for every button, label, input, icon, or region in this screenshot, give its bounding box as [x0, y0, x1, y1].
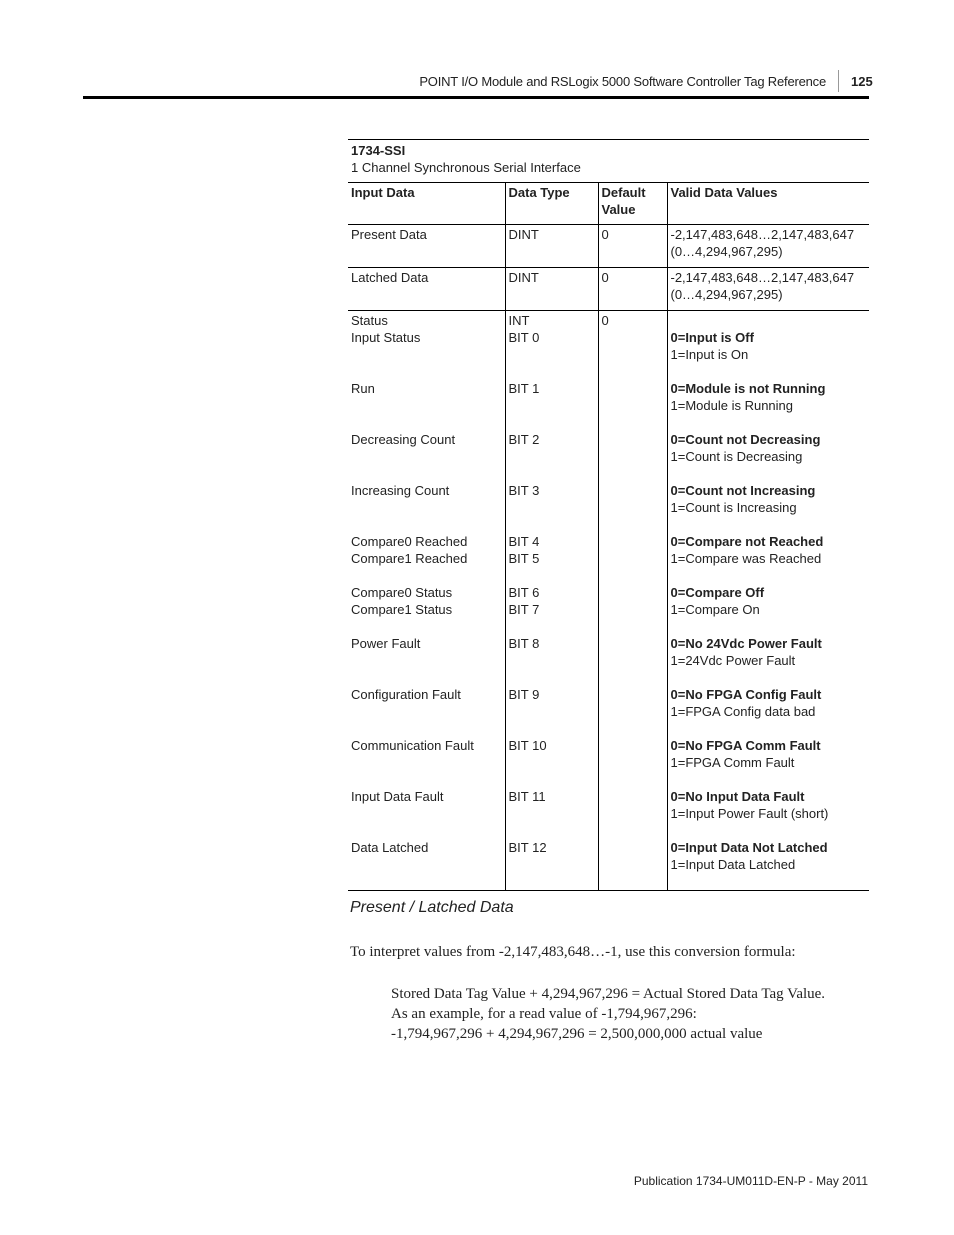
bit-type: BIT 0	[508, 330, 540, 345]
valid-values-cell	[667, 225, 869, 268]
valid-values-cell	[667, 311, 869, 891]
spacer	[509, 856, 595, 873]
bit-on-value: 1=FPGA Config data bad	[670, 704, 816, 719]
spacer	[509, 720, 595, 737]
spacer	[671, 720, 867, 737]
bit-off-value: 0=No 24Vdc Power Fault	[670, 636, 822, 651]
spacer	[671, 822, 867, 839]
default-value-cell	[598, 311, 667, 891]
spacer	[671, 516, 867, 533]
bit-name: Data Latched	[351, 840, 429, 855]
bit-name: Power Fault	[351, 636, 421, 651]
spacer	[509, 397, 595, 414]
data-type-cell: DINT	[505, 225, 598, 268]
section-title: Present / Latched Data	[350, 899, 514, 916]
bit-off-value: 0=Input Data Not Latched	[670, 840, 828, 855]
bit-on-value: 1=24Vdc Power Fault	[670, 653, 796, 668]
spacer	[509, 516, 595, 533]
column-header-default-value-text: Default Value	[601, 185, 646, 217]
status-default: 0	[601, 313, 609, 328]
bit-off-value: 0=No FPGA Comm Fault	[670, 738, 821, 753]
formula-line: As an example, for a read value of -1,794,967,296:	[391, 1006, 697, 1022]
spacer	[509, 669, 595, 686]
spacer	[509, 703, 595, 720]
bit-type: BIT 4	[508, 534, 540, 549]
spacer	[671, 669, 867, 686]
spacer	[509, 873, 595, 890]
input-data-cell	[348, 311, 505, 891]
bit-type: BIT 5	[508, 551, 540, 566]
bit-name: Configuration Fault	[351, 687, 461, 702]
valid-value-line: -2,147,483,648…2,147,483,647	[670, 270, 855, 285]
spacer	[351, 873, 502, 890]
bit-type: BIT 7	[508, 602, 540, 617]
bit-off-value: 0=No Input Data Fault	[670, 789, 805, 804]
spacer	[671, 465, 867, 482]
default-value-cell: 0	[598, 268, 667, 311]
spacer	[351, 754, 502, 771]
formula-line: -1,794,967,296 + 4,294,967,296 = 2,500,000,000 actual value	[391, 1026, 763, 1042]
bit-name: Input Status	[351, 330, 421, 345]
spacer	[671, 873, 867, 890]
spacer	[509, 465, 595, 482]
publication-footer: Publication 1734-UM011D-EN-P - May 2011	[633, 1174, 868, 1188]
bit-type: BIT 2	[508, 432, 540, 447]
spacer	[671, 771, 867, 788]
bit-name: Input Data Fault	[351, 789, 444, 804]
spacer	[351, 363, 502, 380]
spacer	[351, 448, 502, 465]
table-header-row	[348, 183, 869, 225]
spacer	[671, 567, 867, 584]
table-caption-description: 1 Channel Synchronous Serial Interface	[351, 160, 581, 175]
bit-on-value: 1=Compare was Reached	[670, 551, 822, 566]
bit-name: Compare0 Status	[351, 585, 453, 600]
bit-type: BIT 12	[508, 840, 547, 855]
bit-type: BIT 8	[508, 636, 540, 651]
spacer	[351, 618, 502, 635]
input-data-cell: Latched Data	[348, 268, 505, 311]
data-type-cell	[505, 311, 598, 891]
formula-line: Stored Data Tag Value + 4,294,967,296 = Actual Stored Data Tag Value.	[391, 986, 826, 1002]
spacer	[509, 822, 595, 839]
table-row	[348, 225, 869, 268]
spacer	[351, 822, 502, 839]
bit-type: BIT 10	[508, 738, 547, 753]
bit-on-value: 1=Input Power Fault (short)	[670, 806, 829, 821]
column-header-input-data: Input Data	[348, 183, 505, 225]
spacer	[351, 346, 502, 363]
spacer	[509, 363, 595, 380]
bit-on-value: 1=Count is Increasing	[670, 500, 797, 515]
table-caption	[348, 139, 869, 182]
spacer	[351, 669, 502, 686]
bit-on-value: 1=Module is Running	[670, 398, 793, 413]
bit-off-value: 0=Input is Off	[670, 330, 754, 345]
bit-off-value: 0=Count not Decreasing	[670, 432, 821, 447]
valid-value-line: (0…4,294,967,295)	[670, 244, 783, 259]
spacer	[351, 805, 502, 822]
spacer	[509, 754, 595, 771]
bit-name: Compare0 Reached	[351, 534, 468, 549]
bit-off-value: 0=Compare not Reached	[670, 534, 824, 549]
bit-name: Compare1 Status	[351, 602, 453, 617]
status-type: INT	[508, 313, 530, 328]
spacer	[509, 567, 595, 584]
spacer	[509, 805, 595, 822]
intro-paragraph: To interpret values from -2,147,483,648…-1, use this conversion formula:	[350, 944, 796, 960]
valid-value-line: (0…4,294,967,295)	[670, 287, 783, 302]
input-data-cell: Present Data	[348, 225, 505, 268]
tag-table	[348, 139, 869, 891]
spacer	[671, 618, 867, 635]
bit-off-value: 0=Compare Off	[670, 585, 765, 600]
default-value-cell: 0	[598, 225, 667, 268]
bit-type: BIT 6	[508, 585, 540, 600]
spacer	[509, 618, 595, 635]
bit-type: BIT 11	[508, 789, 546, 804]
spacer	[351, 652, 502, 669]
bit-name: Run	[351, 381, 375, 396]
bit-on-value: 1=Input is On	[670, 347, 749, 362]
spacer	[671, 414, 867, 431]
bit-off-value: 0=Module is not Running	[670, 381, 826, 396]
bit-on-value: 1=Compare On	[670, 602, 760, 617]
valid-value-line: -2,147,483,648…2,147,483,647	[670, 227, 855, 242]
bit-name: Compare1 Reached	[351, 551, 468, 566]
bit-type: BIT 1	[508, 381, 540, 396]
spacer	[351, 567, 502, 584]
formula-block	[391, 984, 825, 1044]
spacer	[351, 499, 502, 516]
column-header-valid-data-values: Valid Data Values	[667, 183, 869, 225]
spacer	[351, 414, 502, 431]
spacer	[509, 448, 595, 465]
spacer	[671, 312, 867, 329]
spacer	[351, 465, 502, 482]
bit-type: BIT 9	[508, 687, 540, 702]
column-header-default-value	[598, 183, 667, 225]
bit-on-value: 1=Input Data Latched	[670, 857, 796, 872]
spacer	[351, 397, 502, 414]
page-number: 125	[851, 74, 873, 89]
header-rule	[83, 96, 869, 99]
spacer	[509, 414, 595, 431]
bit-name: Decreasing Count	[351, 432, 456, 447]
spacer	[351, 771, 502, 788]
bit-on-value: 1=FPGA Comm Fault	[670, 755, 795, 770]
table-row	[348, 268, 869, 311]
spacer	[509, 499, 595, 516]
bit-off-value: 0=No FPGA Config Fault	[670, 687, 822, 702]
bit-off-value: 0=Count not Increasing	[670, 483, 816, 498]
table-caption-code: 1734-SSI	[351, 143, 406, 158]
table-row-status	[348, 311, 869, 891]
status-name: Status	[351, 313, 388, 328]
data-type-cell: DINT	[505, 268, 598, 311]
spacer	[351, 516, 502, 533]
bit-on-value: 1=Count is Decreasing	[670, 449, 803, 464]
valid-values-cell	[667, 268, 869, 311]
bit-name: Increasing Count	[351, 483, 450, 498]
bit-type: BIT 3	[508, 483, 540, 498]
column-header-data-type: Data Type	[505, 183, 598, 225]
spacer	[509, 771, 595, 788]
page-header-title: POINT I/O Module and RSLogix 5000 Software Controller Tag Reference	[419, 74, 826, 89]
spacer	[351, 703, 502, 720]
spacer	[671, 363, 867, 380]
spacer	[509, 346, 595, 363]
spacer	[351, 856, 502, 873]
header-separator	[838, 70, 839, 92]
spacer	[509, 652, 595, 669]
spacer	[351, 720, 502, 737]
bit-name: Communication Fault	[351, 738, 474, 753]
data-table	[348, 182, 869, 891]
